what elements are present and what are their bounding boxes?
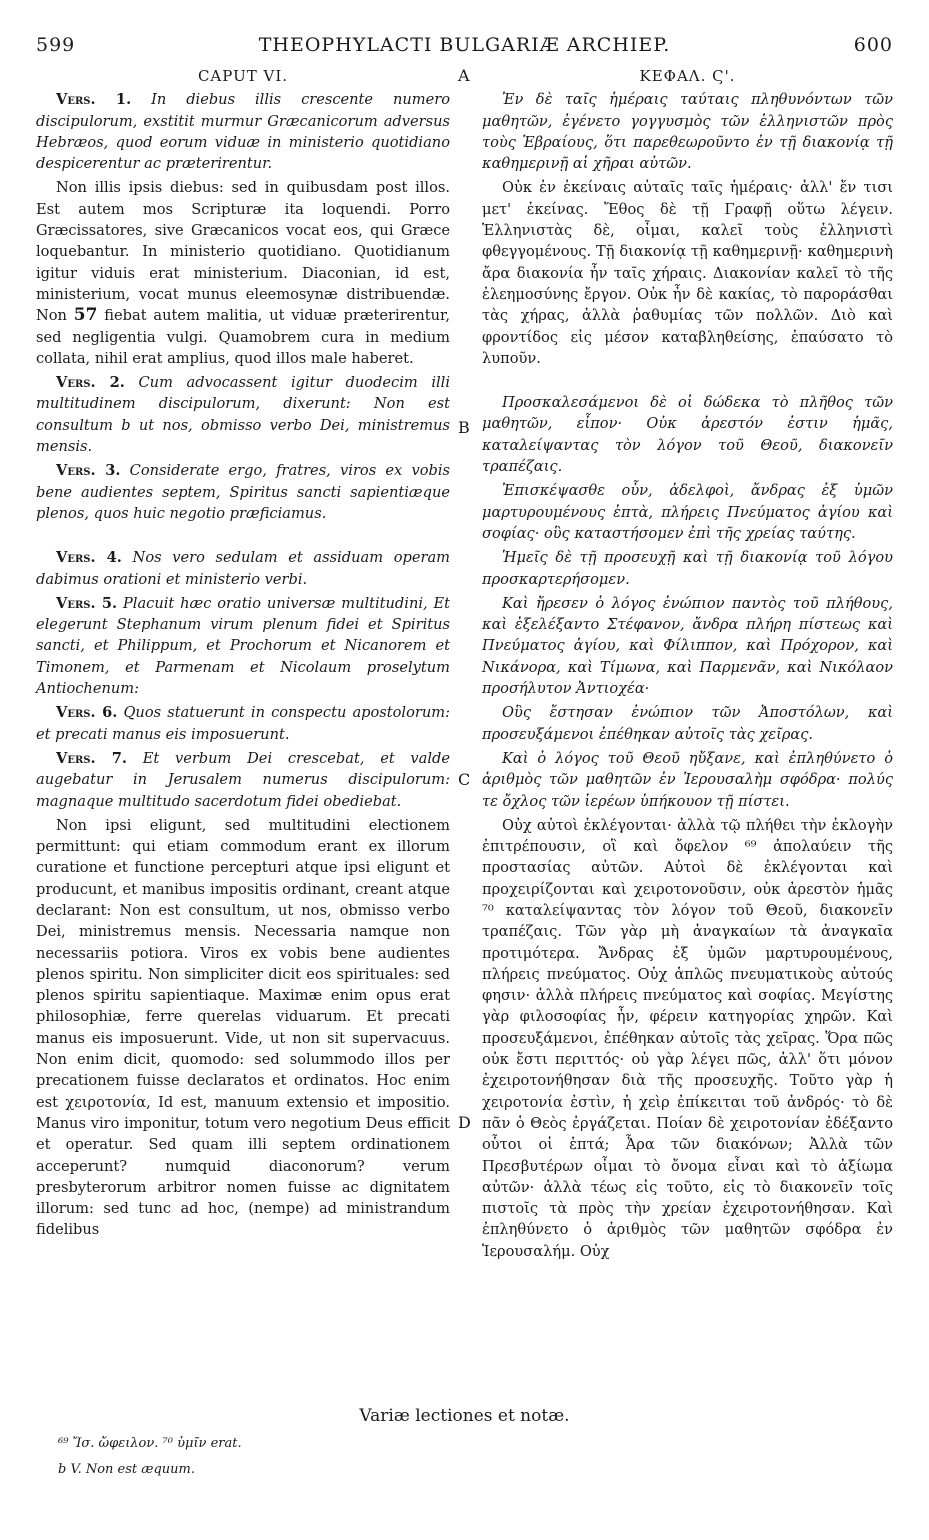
page-number-left: 599 — [36, 34, 76, 56]
notes-title: Variæ lectiones et notæ. — [359, 1406, 570, 1426]
verse-label: Vers. 7. — [56, 749, 127, 767]
verse-6-greek: Οὓς ἔστησαν ἐνώπιον τῶν Ἀποστόλων, καὶ προσευξάμενοι ἐπέθηκαν αὐτοῖς τὰς χεῖρας. — [482, 704, 893, 743]
edition-page-marker: 57 — [73, 305, 98, 326]
verse-1-greek: Ἐν δὲ ταῖς ἡμέραις ταύταις πληθυνόντων τῶν μαθητῶν, ἐγένετο γογγυσμὸς τῶν ἑλληνιστῶν πρὸς τοὺς Ἑβραίους, ὅτι παρεθεωροῦντο ἐν τῇ διακονίᾳ τῇ καθημερινῇ αἱ χῆραι αὐτῶν. — [482, 91, 893, 173]
commentary-7-latin: Non ipsi eligunt, sed multitudini electionem permittunt: qui etiam commodum erant ex illorum curatione et functione percepturi atque ipsi eligunt et producunt, et manibus impositis ordinant, creant atque declarant: Non est consultum, ut nos, obmisso verbo Dei, ministremus mensis. Necessaria namque non necessariis potiora. Viros ex vobis bene audientes plenos spiritu. Non simpliciter dicit eos spirituales: sed plenos spiritu sapientiaque. Maximæ enim opus erat philosophiæ, ferre querelas viduarum. Et precati manus eis imposuerunt. Vide, ut non sit supervacuus. Non enim dicit, quomodo: sed solummodo illos per precationem fuisse declaratos et ordinatos. Hoc enim est χειροτονία, Id est, manuum extensio et impositio. Manus viro imponitur, totum vero negotium Deus efficit et operatur. Sed quam illi septem ordinationem acceperunt? numquid diaconorum? verum presbyterorum arbitror nomen fuisse ac dignitatem illorum: sed tunc ad hoc, (nempe) ad ministrandum fidelibus — [36, 816, 450, 1239]
commentary-7-greek: Οὐχ αὐτοὶ ἐκλέγονται· ἀλλὰ τῷ πλήθει τὴν ἐκλογὴν ἐπιτρέπουσιν, οἳ καὶ ὄφελον ⁶⁹ ἀπολαύειν τῆς προστασίας αὐτῶν. Αὐτοὶ δὲ ἐκλέγονται καὶ προχειρίζονται καὶ χειροτονοῦσιν, οὐκ ἀρεστὸν ἡμᾶς ⁷⁰ καταλείψαντας τὸν λόγον τοῦ Θεοῦ, διακονεῖν τραπέζαις. Τῶν γὰρ μὴ ἀναγκαίων τὰ ἀναγκαῖα προτιμότερα. Ἄνδρας ἐξ ὑμῶν μαρτυρουμένους, πλήρεις πνεύματος. Οὐχ ἁπλῶς πνευματικοὺς αὐτούς φησιν· ἀλλὰ πλήρεις πνεύματος καὶ σοφίας. Μεγίστης γὰρ φιλοσοφίας ἦν, φέρειν κατηγορίας χηρῶν. Καὶ προσευξάμενοι, ἐπέθηκαν αὐτοῖς τὰς χεῖρας. Ὅρα πῶς οὐκ ἔστι περιττός· οὐ γὰρ λέγει πῶς, ἀλλ' ὅτι μόνον ἐχειροτονήθησαν διὰ τῆς προσευχῆς. Τοῦτο γὰρ ἡ χειροτονία ἐστὶν, ἡ χεὶρ ἐπίκειται τοῦ ἀνδρός· τὸ δὲ πᾶν ὁ Θεὸς ἐργάζεται. Ποίαν δὲ χειροτονίαν ἐδέξαντο οὗτοι οἱ ἑπτά; Ἆρα τῶν διακόνων; Ἀλλὰ τῶν Πρεσβυτέρων οἶμαι τὸ ὄνομα εἶναι καὶ τὸ ἀξίωμα αὐτῶν· ἀλλὰ τέως εἰς τοῦτο, εἰς τὸ διακονεῖν τοῖς πιστοῖς τὰ πρὸς τὴν χρείαν ἐχειροτονήθησαν. Καὶ ἐπληθύνετο ὁ ἀριθμὸς τῶν μαθητῶν σφόδρα ἐν Ἱερουσαλήμ. Οὐχ — [482, 816, 893, 1260]
greek-column — [482, 66, 893, 1265]
verse-text: In diebus illis crescente numero discipulorum, exstitit murmur Græcanicorum adversus Hebræos, quod eorum viduæ in ministerio quotidiano despicerentur ac præterirentur. — [36, 91, 451, 173]
verse-label: Vers. 6. — [56, 704, 118, 722]
margin-letter-a: A — [458, 66, 470, 85]
spacer — [36, 527, 450, 547]
spacer — [482, 372, 893, 392]
commentary-1-latin — [36, 177, 450, 369]
running-title: THEOPHYLACTI BULGARIÆ ARCHIEP. — [258, 34, 671, 56]
verse-5-latin — [36, 593, 450, 699]
verse-5-greek: Καὶ ἤρεσεν ὁ λόγος ἐνώπιον παντὸς τοῦ πλήθους, καὶ ἐξελέξαντο Στέφανον, ἄνδρα πλήρη πίστεως καὶ Πνεύματος ἁγίου, καὶ Φίλιππον, καὶ Πρόχορον, καὶ Νικάνορα, καὶ Τίμωνα, καὶ Παρμενᾶν, καὶ Νικόλαον προσήλυτον Ἀντιοχέα· — [482, 594, 893, 698]
page-number-right: 600 — [853, 34, 893, 56]
verse-text: Quos statuerunt in conspectu apostolorum: et precati manus eis imposuerunt. — [36, 704, 450, 743]
margin-letter-d: D — [458, 1113, 471, 1132]
verse-4-latin — [36, 547, 450, 590]
verse-text: Placuit hæc oratio universæ multitudini, Et elegerunt Stephanum virum plenum fidei et Spiritus sancti, et Philippum, et Prochorum et Nicanorem et Timonem, et Parmenam et Nicolaum proselytum Antiochenum: — [36, 594, 451, 698]
verse-label: Vers. 1. — [56, 91, 132, 109]
verse-3-greek: Ἐπισκέψασθε οὖν, ἀδελφοὶ, ἄνδρας ἐξ ὑμῶν μαρτυρουμένους ἑπτὰ, πλήρεις Πνεύματος ἁγίου καὶ σοφίας· οὓς καταστήσομεν ἐπὶ τῆς χρείας ταύτης. — [482, 482, 893, 542]
verse-6-latin — [36, 702, 450, 745]
caput-heading-greek: ΚΕΦΑΛ. Ϛ'. — [639, 67, 736, 85]
latin-column — [36, 66, 450, 1244]
note-line-2: b V. Non est æquum. — [58, 1462, 196, 1477]
verse-text: Cum advocassent igitur duodecim illi multitudinem discipulorum, dixerunt: Non est consultum b ut nos, obmisso verbo Dei, ministremus mensis. — [36, 374, 451, 456]
margin-letter-b: B — [458, 418, 470, 437]
caput-heading-latin: CAPUT VI. — [197, 67, 289, 85]
running-header — [36, 34, 893, 64]
verse-1-latin — [36, 89, 450, 174]
verse-4-greek: Ἡμεῖς δὲ τῇ προσευχῇ καὶ τῇ διακονίᾳ τοῦ λόγου προσκαρτερήσομεν. — [482, 549, 893, 588]
verse-label: Vers. 4. — [56, 549, 122, 567]
note-line-1: ⁶⁹ Ἴσ. ὤφειλον. ⁷⁰ ὑμῖν erat. — [58, 1436, 242, 1451]
verse-label: Vers. 3. — [56, 462, 121, 480]
margin-letter-c: C — [458, 770, 471, 789]
verse-7-latin — [36, 748, 450, 812]
verse-2-latin — [36, 372, 450, 457]
verse-7-greek: Καὶ ὁ λόγος τοῦ Θεοῦ ηὔξανε, καὶ ἐπληθύνετο ὁ ἀριθμὸς τῶν μαθητῶν ἐν Ἱερουσαλὴμ σφόδρα· πολύς τε ὄχλος τῶν ἱερέων ὑπήκουον τῇ πίστει. — [482, 749, 893, 810]
verse-text: Considerate ergo, fratres, viros ex vobis bene audientes septem, Spiritus sancti sapientiæque plenos, quos huic negotio præficiamus. — [36, 462, 451, 522]
verse-3-latin — [36, 460, 450, 524]
commentary-1-greek: Οὐκ ἐν ἐκείναις αὐταῖς ταῖς ἡμέραις· ἀλλ' ἔν τισι μετ' ἐκείνας. Ἔθος δὲ τῇ Γραφῇ οὕτω λέγειν. Ἑλληνιστὰς δὲ, οἶμαι, καλεῖ τοὺς ἑλληνιστὶ φθεγγομένους. Τῇ διακονίᾳ τῇ καθημερινῇ· καθημερινὴ ἄρα διακονία ἦν ταῖς χήραις. Διακονίαν καλεῖ τὸ τῆς ἐλεημοσύνης ἔργον. Οὐκ ἦν δὲ κακίας, τὸ παροράσθαι τὰς χήρας, ἀλλὰ ῥαθυμίας τῶν πολλῶν. Διὸ καὶ φροντίδος εἰς μέσον καταβληθείσης, ἐπαύσατο τὸ λυποῦν. — [482, 179, 893, 367]
verse-label: Vers. 2. — [56, 374, 125, 392]
verse-2-greek: Προσκαλεσάμενοι δὲ οἱ δώδεκα τὸ πλῆθος τῶν μαθητῶν, εἶπον· Οὐκ ἀρεστόν ἐστιν ἡμᾶς, καταλείψαντας τὸν λόγον τοῦ Θεοῦ, διακονεῖν τραπέζαις. — [482, 394, 893, 476]
commentary-text: fiebat autem malitia, ut viduæ præterirentur, sed negligentia vulgi. Quamobrem cura in medium collata, nihil erat amplius, quod illos male haberet. — [36, 307, 450, 367]
commentary-text: Non illis ipsis diebus: sed in quibusdam post illos. Est autem mos Scripturæ ita loquendi. Porro Græcissatores, sive Græcanicos vocat eos, qui Græce loquebantur. In ministerio quotidiano. Quotidianum igitur viduis erat ministerium. Diaconian, id est, ministerium, vocat munus eleemosynæ distribuendæ. Non — [36, 179, 450, 325]
verse-text: Nos vero sedulam et assiduam operam dabimus orationi et ministerio verbi. — [36, 549, 450, 588]
verse-text: Et verbum Dei crescebat, et valde augebatur in Jerusalem numerus discipulorum: magnaque multitudo sacerdotum fidei obediebat. — [36, 749, 451, 810]
verse-label: Vers. 5. — [56, 594, 118, 612]
